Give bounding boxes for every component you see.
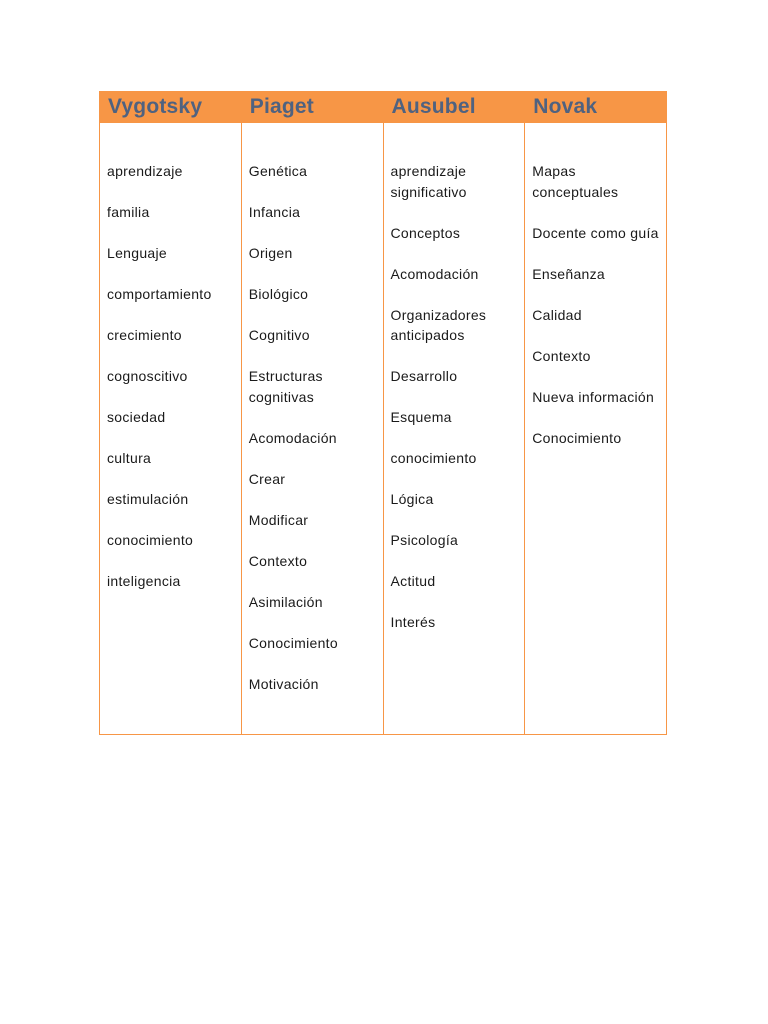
term-item: cognoscitivo (107, 368, 188, 384)
term-item: aprendizaje significativo (390, 163, 467, 200)
column-vygotsky (100, 123, 242, 735)
term-list-novak (532, 161, 660, 448)
term-item: Esquema (390, 409, 452, 425)
term-list-ausubel (391, 161, 519, 633)
term-item: Docente como guía (532, 224, 659, 241)
term-item: Acomodación (390, 265, 479, 282)
term-item: Infancia (248, 204, 301, 220)
term-item: Motivación (248, 675, 319, 692)
term-item: Mapas conceptuales (532, 163, 619, 200)
header-ausubel: Ausubel (383, 92, 525, 123)
term-item: conocimiento (107, 532, 194, 548)
term-item: cultura (107, 450, 152, 466)
term-item: Interés (390, 614, 436, 630)
header-novak: Novak (525, 92, 667, 123)
column-novak (525, 123, 667, 735)
term-item: Biológico (248, 286, 309, 302)
term-item: Modificar (248, 511, 309, 528)
term-list-piaget (249, 161, 377, 694)
terms-row (100, 123, 667, 735)
term-item: Genética (248, 163, 308, 179)
term-item: Nueva información (532, 388, 655, 405)
term-item: Conocimiento (248, 634, 338, 651)
term-item: Psicología (390, 532, 459, 548)
term-list-vygotsky (107, 161, 235, 592)
term-item: Acomodación (248, 429, 337, 446)
term-item: crecimiento (107, 327, 182, 343)
term-item: Lógica (390, 491, 434, 507)
term-item: conocimiento (390, 450, 477, 466)
header-vygotsky: Vygotsky (100, 92, 242, 123)
term-item: Crear (248, 470, 286, 487)
term-item: aprendizaje (107, 163, 183, 179)
column-piaget (241, 123, 383, 735)
term-item: Conocimiento (532, 429, 622, 446)
term-item: Actitud (390, 573, 436, 589)
term-item: comportamiento (107, 286, 212, 302)
term-item: Lenguaje (107, 245, 168, 261)
term-item: Calidad (532, 306, 582, 323)
term-item: Estructuras cognitivas (248, 368, 323, 405)
authors-terms-table (99, 91, 667, 735)
header-row (100, 92, 667, 123)
term-item: Contexto (248, 552, 308, 569)
header-piaget: Piaget (241, 92, 383, 123)
term-item: inteligencia (107, 573, 181, 589)
term-item: Cognitivo (248, 327, 310, 343)
term-item: Contexto (532, 347, 591, 364)
term-item: estimulación (107, 491, 189, 507)
column-ausubel (383, 123, 525, 735)
term-item: sociedad (107, 409, 166, 425)
term-item: familia (107, 204, 150, 220)
term-item: Conceptos (390, 224, 461, 241)
term-item: Origen (248, 245, 293, 261)
term-item: Organizadores anticipados (390, 306, 487, 343)
term-item: Asimilación (248, 593, 323, 610)
term-item: Desarrollo (390, 368, 458, 384)
term-item: Enseñanza (532, 265, 606, 282)
